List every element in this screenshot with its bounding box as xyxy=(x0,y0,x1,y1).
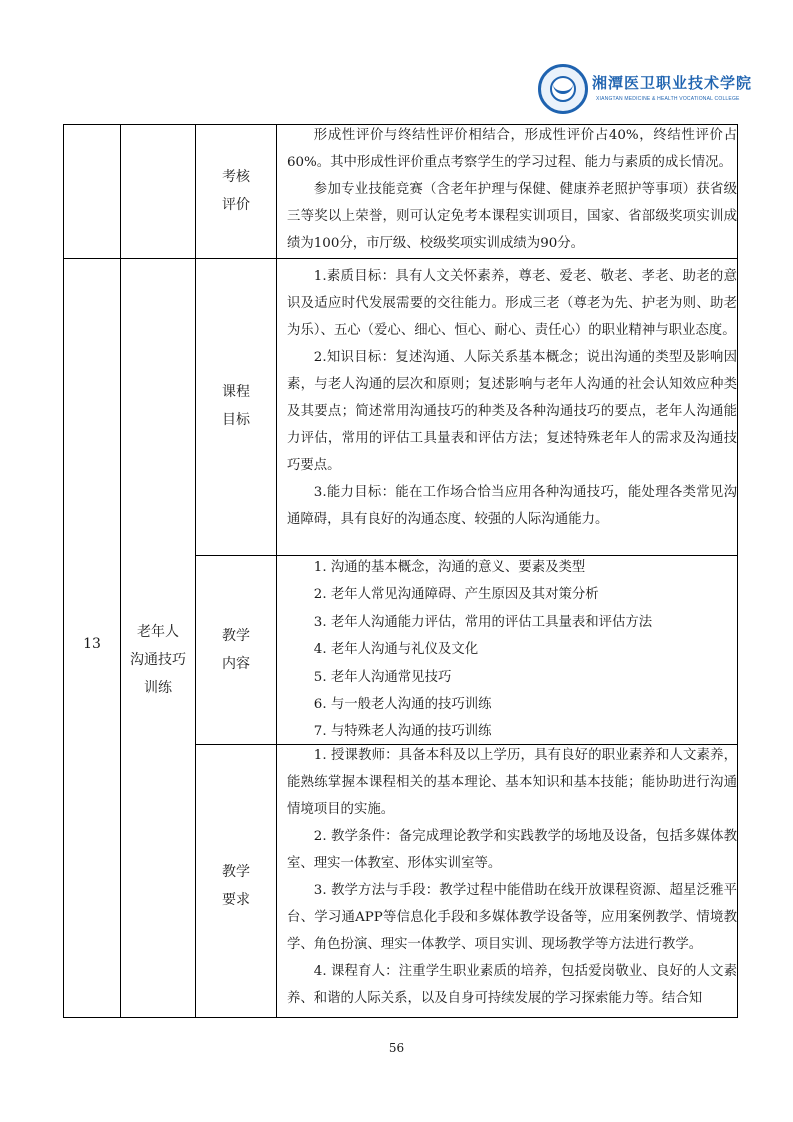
course-number: 13 xyxy=(83,636,101,652)
requirements-paragraph: 2. 教学条件：备完成理论教学和实践教学的场地及设备，包括多媒体教室、理实一体教室、形体实训室等。 xyxy=(287,829,737,871)
content-list xyxy=(287,554,737,746)
assessment-paragraph: 形成性评价与终结性评价相结合，形成性评价占40%，终结性评价占60%。其中形成性评价重点考察学生的学习过程、能力与素质的成长情况。 xyxy=(287,128,737,170)
college-emblem-icon xyxy=(538,64,588,114)
goals-paragraph: 1.素质目标：具有人文关怀素养，尊老、爱老、敬老、孝老、助老的意识及适应时代发展需要的交往能力。形成三老（尊老为先、护老为则、助老为乐）、五心（爱心、细心、恒心、耐心、责任心）的职业精神与职业态度。 xyxy=(287,269,737,338)
requirements-paragraph: 4. 课程育人：注重学生职业素质的培养，包括爱岗敬业、良好的人文素养、和谐的人际关系，以及自身可持续发展的学习探索能力等。结合知 xyxy=(287,964,737,1006)
goals-paragraph: 3.能力目标：能在工作场合恰当应用各种沟通技巧，能处理各类常见沟通障碍，具有良好的沟通态度、较强的人际沟通能力。 xyxy=(287,485,737,527)
assessment-paragraph: 参加专业技能竞赛（含老年护理与保健、健康养老照护等事项）获省级三等奖以上荣誉，则可认定免考本课程实训项目，国家、省部级奖项实训成绩为100分，市厅级、校级奖项实训成绩为90分。 xyxy=(287,182,737,251)
goals-text xyxy=(287,263,737,533)
content-label: 教学 内容 xyxy=(222,628,250,672)
assessment-label: 考核 评价 xyxy=(222,169,250,213)
requirements-text xyxy=(287,742,737,1012)
content-item: 2. 老年人常见沟通障碍、产生原因及其对策分析 xyxy=(313,587,599,603)
college-logo xyxy=(538,62,758,118)
requirements-paragraph: 1. 授课教师：具备本科及以上学历，具有良好的职业素养和人文素养，能熟练掌握本课程相关的基本理论、基本知识和基本技能；能协助进行沟通情境项目的实施。 xyxy=(287,748,737,817)
assessment-text xyxy=(287,122,737,257)
college-name-en: XIANGTAN MEDICINE & HEALTH VOCATIONAL COLLEGE xyxy=(596,96,740,102)
content-item: 1. 沟通的基本概念，沟通的意义、要素及类型 xyxy=(313,560,586,575)
content-item: 5. 老年人沟通常见技巧 xyxy=(313,669,452,685)
goals-paragraph: 2.知识目标：复述沟通、人际关系基本概念；说出沟通的类型及影响因素，与老人沟通的层次和原则；复述影响与老年人沟通的社会认知效应种类及其要点；简述常用沟通技巧的种类及各种沟通技巧的要点，老年人沟通能力评估，常用的评估工具量表和评估方法；复述特殊老年人的需求及沟通技巧要点。 xyxy=(287,350,737,473)
content-item: 6. 与一般老人沟通的技巧训练 xyxy=(313,697,492,713)
college-name-cn: 湘潭医卫职业技术学院 xyxy=(592,74,753,92)
content-item: 4. 老年人沟通与礼仪及文化 xyxy=(313,642,479,658)
course-name: 老年人 沟通技巧 训练 xyxy=(130,624,186,696)
content-item: 3. 老年人沟通能力评估，常用的评估工具量表和评估方法 xyxy=(313,614,653,630)
goals-label: 课程 目标 xyxy=(222,384,250,428)
requirements-paragraph: 3. 教学方法与手段：教学过程中能借助在线开放课程资源、超星泛雅平台、学习通APP等信息化手段和多媒体教学设备等，应用案例教学、情境教学、角色扮演、理实一体教学、项目实训、现场教学等方法进行教学。 xyxy=(287,883,737,952)
requirements-label: 教学 要求 xyxy=(222,864,250,908)
content-item: 7. 与特殊老人沟通的技巧训练 xyxy=(313,724,492,740)
page-number: 56 xyxy=(388,1041,405,1055)
